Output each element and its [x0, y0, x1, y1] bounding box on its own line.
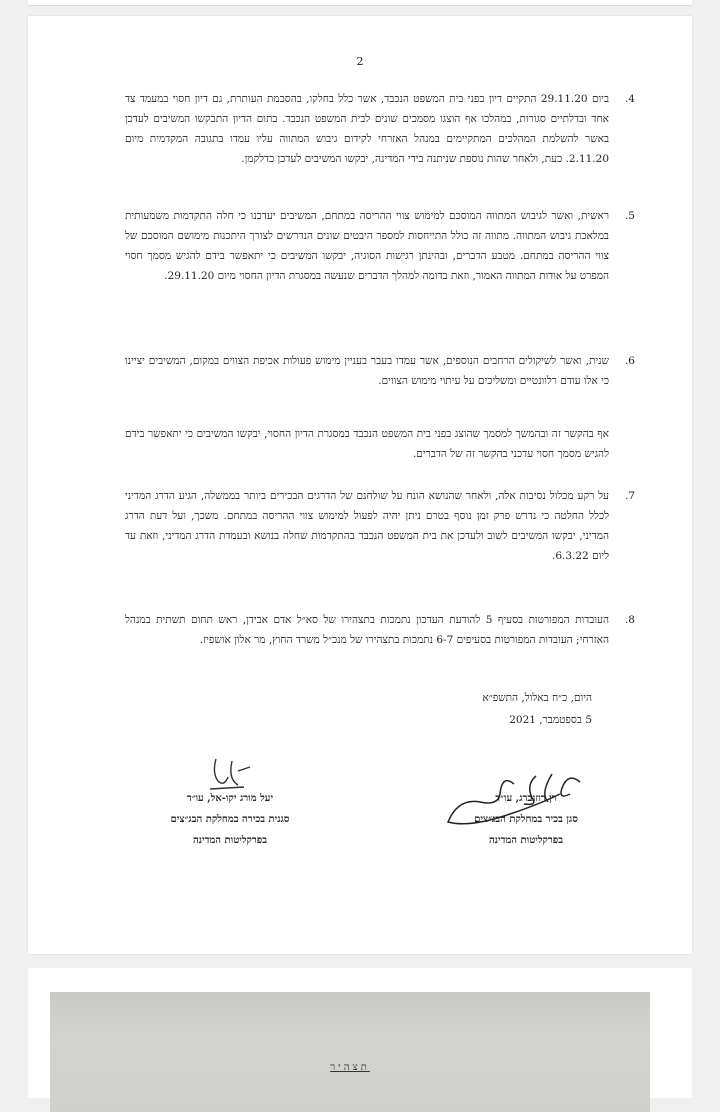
paragraph-7: [125, 486, 635, 566]
signer-name: יעל מורג יקו-אל, עו״ד: [186, 793, 274, 804]
next-document-page: [28, 968, 692, 1098]
paragraph-text: ראשית, ואשר לגיבוש המתווה המוסכם למימוש צווי ההריסה במתחם, המשיבים יעדכנו כי חלה התקדמות משמעותית במלאכת גיבוש המתווה. מתווה זה כולל התייחסות למספר היבטים שונים הנדרשים לצורך היתכנות מימושם המוסכם של צווי ההריסה במתחם. מטבע הדברים, ובהינתן רגישות הסוגיה, יבקשו המשיבים כי יתאפשר בידם להגיש מסמך חסוי המפרט על אודות המתווה האמור, וזאת בדומה למהלך הדברים שנעשה במסגרת הדיון החסוי מיום 29.11.20.: [125, 210, 609, 282]
paragraph-text: על רקע מכלול נסיבות אלה, ולאחר שהנושא הונח על שולחנם של הדרגים הבכירים ביותר בממשלה, הגיע הדרג המדיני לכלל החלטה כי נדרש פרק זמן נוסף בטרם ניתן יהיה לפעול למימוש צווי ההריסה במתחם. משכך, ועל דעת הדרג המדיני, יבקשו המשיבים לשוב ולעדכן את בית המשפט הנכבד בהתקדמות שחלה בנושא ובעמדת הדרג המדיני, וזאת עד ליום 6.3.22.: [125, 490, 609, 562]
paragraph-number: .6: [624, 355, 635, 367]
paragraph-6-continued: [125, 424, 609, 464]
paragraph-text: העובדות המפורטות בסעיף 5 להודעת העדכון נתמכות בתצהירו של סא״ל אדם אבידן, ראש תחום תשתית במנהל האזרחי; העובדות המפורטות בסעיפים 6-7 נתמכות בתצהירו של מנכ״ל משרד החוץ, מר אלון אושפיז.: [125, 614, 609, 646]
paragraph-5: [125, 206, 635, 286]
paragraph-number: .4: [624, 93, 635, 105]
date-block: [448, 687, 592, 731]
paragraph-number: .5: [624, 210, 635, 222]
paragraph-number: .7: [624, 490, 635, 502]
paragraph-number: .8: [624, 614, 635, 626]
signer-name: רן רוזנברג, עו״ד: [495, 793, 557, 804]
date-hebrew: היום, כ״ח באלול, התשפ״א: [482, 692, 592, 704]
date-gregorian: 5 בספטמבר, 2021: [509, 714, 592, 726]
signer-title: סגן בכיר במחלקת הבג״צים: [474, 814, 578, 825]
paragraph-8: [125, 610, 635, 650]
signer-title: סגנית בכירה במחלקת הבג״צים: [170, 814, 290, 825]
paragraph-text: אף בהקשר זה ובהמשך למסמך שהוצג בפני בית המשפט הנכבד במסגרת הדיון החסוי, יבקשו המשיבים כי יתאפשר בידם להגיש מסמך חסוי עדכני בהקשר זה של הדברים.: [125, 428, 609, 460]
signature-right: [446, 788, 606, 851]
signature-left: [140, 788, 320, 851]
scanned-affidavit-image: [50, 992, 650, 1112]
signer-org: בפרקליטות המדינה: [192, 835, 268, 846]
affidavit-title: תצהיר: [330, 1062, 370, 1073]
paragraph-text: ביום 29.11.20 התקיים דיון בפני בית המשפט הנכבד, אשר כלל בחלקו, בהסכמת העותרת, גם דיון חסוי במעמד צד אחד ובדלתיים סגורות, במהלכו אף הוצגו מסמכים שונים לבית המשפט הנכבד. בתום הדיון התבקשו המשיבים לעדכן באשר להשלמת המהלכים המתקיימים במנהל האזרחי לקידום גיבוש המתווה עליו עמדו בתגובה המקדמית מיום 2.11.20. כעת, ולאחר שהות נוספת שניתנה בידי המדינה, יבקשו המשיבים לעדכן כדלקמן.: [125, 93, 610, 165]
page-number: 2: [356, 55, 364, 68]
paragraph-4: [125, 89, 635, 169]
paragraph-text: שנית, ואשר לשיקולים הרחבים הנוספים, אשר עמדו בעבר בעניין מימוש פעולות אכיפת הצווים במקום, המשיבים יציינו כי אלו עודם רלוונטיים ומשליכים על עיתוי מימוש הצווים.: [125, 355, 609, 387]
previous-page-edge: [28, 0, 692, 6]
document-page: [28, 16, 692, 954]
signer-org: בפרקליטות המדינה: [488, 835, 564, 846]
paragraph-6: [125, 351, 635, 391]
